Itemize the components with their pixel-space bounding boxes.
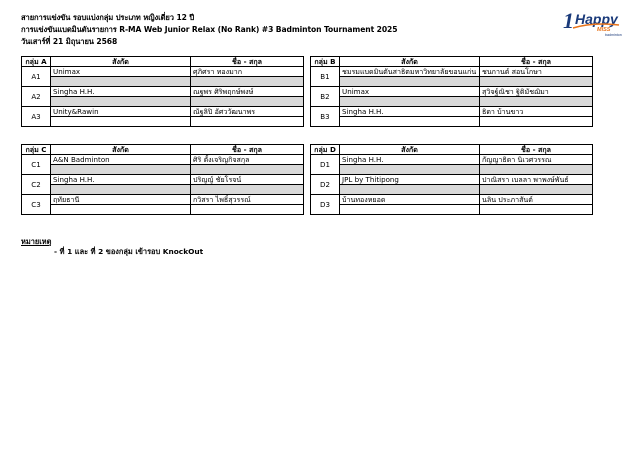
blank-cell bbox=[191, 77, 304, 87]
col-affiliation: สังกัด bbox=[340, 57, 480, 67]
player-name-cell: กัญญาธิดา นิเวศวรรณ bbox=[480, 155, 593, 165]
group-label: กลุ่ม C bbox=[22, 145, 51, 155]
seed-code: B2 bbox=[311, 87, 340, 107]
seed-code: C2 bbox=[22, 175, 51, 195]
col-name: ชื่อ - สกุล bbox=[191, 145, 304, 155]
affiliation-cell: ชมรมแบดมินตันสาธิตมหาวิทยาลัยขอนแก่น bbox=[340, 67, 480, 77]
remarks-title: หมายเหตุ bbox=[21, 237, 52, 246]
blank-cell bbox=[480, 77, 593, 87]
blank-cell bbox=[51, 185, 191, 195]
blank-cell bbox=[340, 205, 480, 215]
blank-cell bbox=[51, 117, 191, 127]
logo-number: 1 bbox=[563, 8, 574, 33]
col-name: ชื่อ - สกุล bbox=[480, 57, 593, 67]
blank-cell bbox=[340, 97, 480, 107]
player-name-cell: ณัฐลิปิ อัศววัฒนาพร bbox=[191, 107, 304, 117]
logo-sub: MISS bbox=[597, 27, 611, 33]
player-name-cell: นลิน ประภาสันต์ bbox=[480, 195, 593, 205]
group-c-table bbox=[21, 144, 304, 215]
seed-code: D2 bbox=[311, 175, 340, 195]
player-name-cell: สุวิจฐ์ณิชา ฐิติมัชฌิมา bbox=[480, 87, 593, 97]
affiliation-cell: Unimax bbox=[340, 87, 480, 97]
seed-code: B3 bbox=[311, 107, 340, 127]
affiliation-cell: Unimax bbox=[51, 67, 191, 77]
blank-cell bbox=[340, 185, 480, 195]
col-affiliation: สังกัด bbox=[340, 145, 480, 155]
affiliation-cell: Singha H.H. bbox=[51, 175, 191, 185]
blank-cell bbox=[191, 97, 304, 107]
col-affiliation: สังกัด bbox=[51, 57, 191, 67]
title-line-1: สายการแข่งขัน รอบแบ่งกลุ่ม ประเภท หญิงเดี่ยว 12 ปี bbox=[21, 13, 195, 22]
player-name-cell: ศุภิศรา ทองมาก bbox=[191, 67, 304, 77]
player-name-cell: ธิดา บ้านขาว bbox=[480, 107, 593, 117]
title-line-2: การแข่งขันแบดมินตันรายการ R-MA Web Junior Relax (No Rank) #3 Badminton Tournament 2025 bbox=[21, 25, 398, 34]
col-affiliation: สังกัด bbox=[51, 145, 191, 155]
title-date: วันเสาร์ที่ 21 มิถุนายน 2568 bbox=[21, 37, 118, 46]
player-name-cell: ชนกานต์ สอนโกษา bbox=[480, 67, 593, 77]
affiliation-cell: Unity&Rawin bbox=[51, 107, 191, 117]
player-name-cell: ณฐพร ศิริพฤกษ์พงษ์ bbox=[191, 87, 304, 97]
player-name-cell: ปาณิสรา เบลลา พาพงษ์พันธ์ bbox=[480, 175, 593, 185]
seed-code: B1 bbox=[311, 67, 340, 87]
col-name: ชื่อ - สกุล bbox=[191, 57, 304, 67]
group-d-table bbox=[310, 144, 593, 215]
group-label: กลุ่ม D bbox=[311, 145, 340, 155]
blank-cell bbox=[480, 117, 593, 127]
blank-cell bbox=[340, 165, 480, 175]
seed-code: A1 bbox=[22, 67, 51, 87]
blank-cell bbox=[51, 77, 191, 87]
player-name-cell: กวิสรา ไพธิ์สุวรรณ์ bbox=[191, 195, 304, 205]
blank-cell bbox=[51, 165, 191, 175]
blank-cell bbox=[51, 205, 191, 215]
blank-cell bbox=[191, 117, 304, 127]
seed-code: A2 bbox=[22, 87, 51, 107]
seed-code: C3 bbox=[22, 195, 51, 215]
affiliation-cell: A&N Badminton bbox=[51, 155, 191, 165]
player-name-cell: ศิริ ตั้งเจริญกิจสกุล bbox=[191, 155, 304, 165]
group-label: กลุ่ม B bbox=[311, 57, 340, 67]
logo-word: Happy bbox=[575, 11, 618, 27]
seed-code: D1 bbox=[311, 155, 340, 175]
affiliation-cell: Singha H.H. bbox=[51, 87, 191, 97]
seed-code: A3 bbox=[22, 107, 51, 127]
blank-cell bbox=[191, 205, 304, 215]
affiliation-cell: Singha H.H. bbox=[340, 107, 480, 117]
blank-cell bbox=[191, 185, 304, 195]
blank-cell bbox=[340, 77, 480, 87]
group-a-table bbox=[21, 56, 304, 127]
affiliation-cell: JPL by Thitipong bbox=[340, 175, 480, 185]
blank-cell bbox=[480, 97, 593, 107]
blank-cell bbox=[51, 97, 191, 107]
blank-cell bbox=[480, 165, 593, 175]
affiliation-cell: Singha H.H. bbox=[340, 155, 480, 165]
blank-cell bbox=[340, 117, 480, 127]
affiliation-cell: ฤทัยธานี bbox=[51, 195, 191, 205]
logo-tagline: badminton bbox=[605, 33, 622, 37]
seed-code: C1 bbox=[22, 155, 51, 175]
affiliation-cell: บ้านทองหยอด bbox=[340, 195, 480, 205]
col-name: ชื่อ - สกุล bbox=[480, 145, 593, 155]
remarks-text: - ที่ 1 และ ที่ 2 ของกลุ่ม เข้ารอบ KnockOut bbox=[54, 247, 204, 256]
group-b-table bbox=[310, 56, 593, 127]
blank-cell bbox=[480, 185, 593, 195]
group-label: กลุ่ม A bbox=[22, 57, 51, 67]
happy-miss-logo bbox=[563, 8, 623, 38]
player-name-cell: ปริญญ์ ชัยโรจน์ bbox=[191, 175, 304, 185]
blank-cell bbox=[480, 205, 593, 215]
seed-code: D3 bbox=[311, 195, 340, 215]
blank-cell bbox=[191, 165, 304, 175]
